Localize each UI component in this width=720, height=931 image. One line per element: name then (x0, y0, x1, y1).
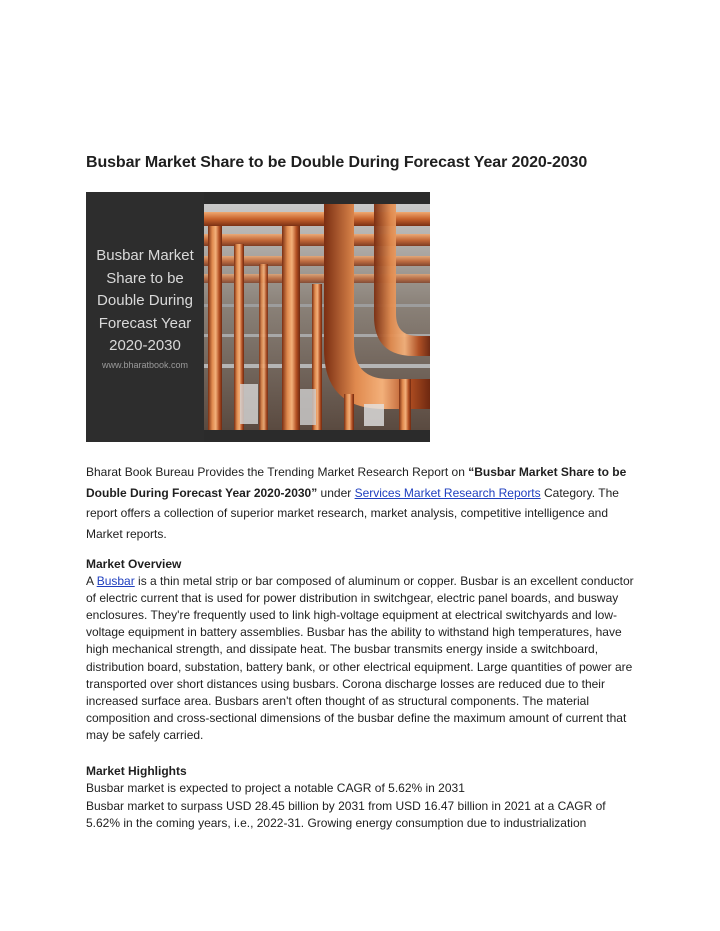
intro-prefix: Bharat Book Bureau Provides the Trending Market Research Report on (86, 465, 469, 479)
highlight-line-1: Busbar market is expected to project a notable CAGR of 5.62% in 2031 (86, 781, 465, 796)
overview-prefix: A (86, 574, 97, 589)
intro-suffix: Category. The report offers a collection of superior market research, market analysis, competitive intelligence and Market reports. (86, 485, 619, 541)
overview-text: is a thin metal strip or bar composed of aluminum or copper. Busbar is an excellent conductor of electric current that is used for power distribution in switchgear, electric panel boards, and busway enclosures. They're frequently used to link high-voltage equipment at electrical switchyards and low-voltage equipment in battery assemblies. Busbar has the ability to withstand high temperatures, have high mechanical strength, and dissipate heat. The busbar transmits energy inside a switchboard, distribution board, substation, battery bank, or other electrical equipment. Large quantities of power are transported over short distances using busbars. Corona discharge losses are reduced due to their increased surface area. Busbars aren't often thought of as structural components. The material composition and cross-sectional dimensions of the busbar define the maximum amount of current that may be safely carried. (86, 574, 634, 742)
report-title: “Busbar Market Share to be Double During Forecast Year 2020-2030” (86, 465, 627, 500)
services-reports-link[interactable]: Services Market Research Reports (354, 485, 541, 500)
hero-text-panel (86, 192, 204, 442)
market-overview-heading: Market Overview (86, 557, 182, 571)
intro-paragraph (86, 462, 638, 544)
page-title: Busbar Market Share to be Double During Forecast Year 2020-2030 (86, 154, 588, 171)
hero-heading: Busbar Market Share to be Double During Forecast Year 2020-2030 (96, 247, 194, 354)
hero-image (86, 192, 430, 442)
market-highlights-heading: Market Highlights (86, 764, 187, 778)
highlight-line-2: Busbar market to surpass USD 28.45 billion by 2031 from USD 16.47 billion in 2021 at a CAGR of 5.62% in the coming years, i.e., 2022-31. Growing energy consumption due to industrialization (86, 798, 606, 830)
market-highlights-section (86, 763, 638, 832)
busbar-link[interactable]: Busbar (96, 574, 135, 589)
market-overview-section (86, 556, 638, 744)
copper-busbar-photo (204, 204, 430, 430)
hero-website: www.bharatbook.com (101, 360, 189, 370)
intro-under: under (317, 485, 355, 500)
